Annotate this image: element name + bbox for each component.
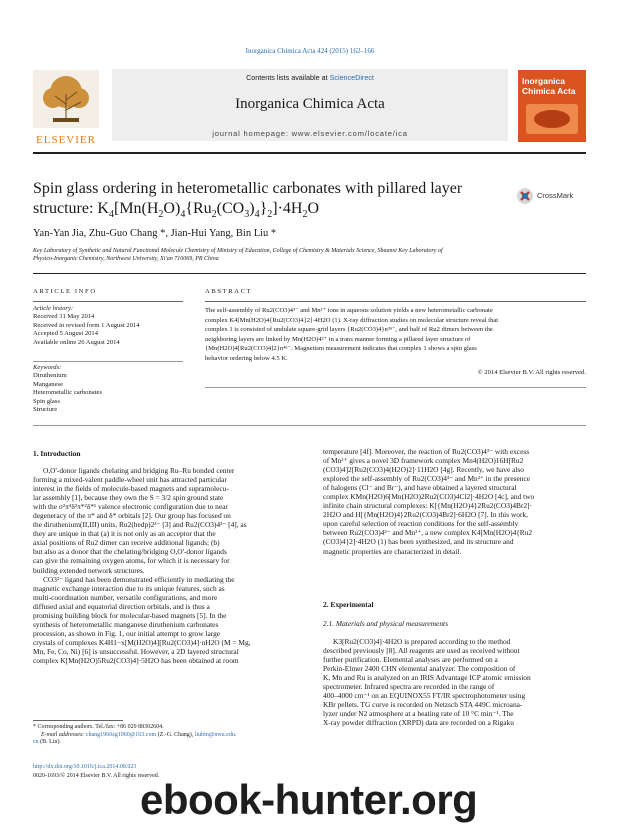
crossmark-icon	[516, 187, 534, 205]
crossmark-label: CrossMark	[537, 191, 574, 200]
body-text-line: synthesis of heterometallic manganese diruthenium carbonates	[33, 619, 219, 629]
email-link-liu-end[interactable]: cn	[33, 739, 39, 746]
body-text-line: spectrometer. Infrared spectra are recorded in the range of	[323, 682, 495, 692]
body-text-line: but also as a donor that the chelating/bridging O,O'-donor ligands	[33, 547, 227, 557]
abstract-line: {Mn(H2O)4[Ru2(CO3)4]2}n⁴ⁿ⁻. Magnetism measurement indicates that complex 1 shows a spin glass	[205, 345, 477, 353]
introduction-text	[33, 466, 297, 665]
body-text-line: Mn, Fe, Co, Ni) [6] is unsuccessful. However, a 2D layered structural	[33, 646, 239, 656]
body-text-line: lar assembly [1], because they own the S = 3/2 spin ground state	[33, 493, 224, 503]
journal-homepage[interactable]: journal homepage: www.elsevier.com/locate/ica	[212, 129, 408, 138]
abstract-line: complex 1 is consisted of undulate square-grid layers {Ru2(CO3)4}n³ⁿ⁻, and half of Ru2 dimers between the	[205, 326, 493, 334]
body-text-line: they are unique in that (a) it is not only as an acceptor that the	[33, 529, 216, 539]
crossmark-badge[interactable]	[516, 186, 582, 208]
history-label: Article history:	[33, 305, 74, 312]
body-text-line: promising building block for molecular-based magnets [5]. In the	[33, 610, 227, 620]
keyword: Spin glass	[33, 397, 60, 405]
intro-continued-text	[323, 447, 587, 556]
body-text-line: explored the self-assembly of Ru2(CO3)4³⁻ and Mn²⁺ in the presence	[323, 474, 531, 484]
body-text-line: CO3²⁻ ligand has been demonstrated efficiently in mediating the	[43, 574, 235, 584]
front-matter-rule	[33, 425, 586, 426]
body-text-line: described previously [8]. All reagents are used as received without	[323, 646, 520, 656]
copyright-notice: © 2014 Elsevier B.V. All rights reserved.	[477, 369, 586, 376]
journal-citation[interactable]: Inorganica Chimica Acta 424 (2015) 162–166	[245, 47, 375, 55]
cover-title-1: Inorganica	[522, 76, 565, 86]
email-link-liu[interactable]: liubin@nwu.edu.	[194, 731, 237, 738]
body-text-line: of Mn²⁺ gives a novel 3D framework complex Mn4(H2O)16H[Ru2	[323, 456, 524, 466]
keyword: Manganese	[33, 380, 64, 388]
body-text-line: (CO3)4]2[Ru2(CO3)4(H2O)2]·11H2O [4g]. Recently, we have also	[323, 465, 525, 475]
abstract-bottom-rule	[205, 387, 586, 388]
body-text-line: infinite chain structural complexes: K[{Mn(H2O)4}2Ru2(CO3)4Br2]·	[323, 501, 533, 511]
body-text-line: interest in the fields of molecule-based magnets and supramolecu-	[33, 484, 229, 494]
body-text-line: lyzer under N2 atmosphere at a heating rate of 10 °C min⁻¹. The	[323, 709, 514, 719]
body-text-line: K, Mn and Ru is analyzed on an IRIS Advantage ICP atomic emission	[323, 673, 531, 683]
abstract-rule	[205, 301, 586, 302]
affiliation-line1: Key Laboratory of Synthetic and Natural Functional Molecule Chemistry of Ministry of Education, College of Chemistry & Materials Science, Shaanxi Key Laboratory of	[33, 248, 443, 254]
keywords-label: Keywords:	[33, 364, 62, 371]
body-text-line: complex K[Mn(H2O)5Ru2(CO3)4]·5H2O has been obtained at room	[33, 655, 239, 665]
email-link-chang[interactable]: chang1960zg1960@163.com	[85, 731, 157, 738]
abstract-text	[205, 306, 586, 364]
body-text-line: Perkin-Elmer 2400 CHN elemental analyzer. The composition of	[323, 664, 516, 674]
email-owner: (B. Liu).	[38, 739, 62, 746]
history-revised: Received in revised form 1 August 2014	[33, 321, 140, 329]
header-rule	[33, 152, 586, 154]
body-text-line: O,O'-donor ligands chelating and bridging Ru–Ru bonded center	[43, 466, 235, 475]
body-text-line: axial positions of Ru2 dimer can receive additional ligands; (b)	[33, 538, 220, 548]
body-text-line: procession, as shown in Fig. 1, our initial attempt to grow large	[33, 628, 221, 638]
keyword: Structure	[33, 406, 58, 414]
article-history	[33, 305, 183, 347]
article-info-rule	[33, 301, 183, 302]
keyword: Diruthenium	[33, 372, 67, 380]
cover-title-2: Chimica Acta	[522, 86, 576, 96]
abstract-line: behavior ordering below 4.5 K.	[205, 354, 288, 362]
body-text-line: of halogens (Cl⁻ and Br⁻), and have obtained a layered structural	[323, 483, 517, 493]
journal-title: Inorganica Chimica Acta	[235, 96, 385, 112]
history-online: Available online 26 August 2014	[33, 338, 120, 346]
body-text-line: can give the remaining oxygen atoms, for which it is necessary for	[33, 556, 230, 566]
article-title-line1: Spin glass ordering in heterometallic carbonates with pillared layer	[33, 180, 463, 197]
email-line	[33, 732, 297, 740]
body-text-line: multi-coordination number, versatile configurations, and more	[33, 592, 218, 602]
body-text-line: diffused axial and equatorial direction orbitals, and is thus a	[33, 601, 210, 611]
history-received: Received 31 May 2014	[33, 313, 95, 321]
abstract-heading: ABSTRACT	[205, 288, 253, 295]
affiliation-rule	[33, 273, 586, 274]
footnotes	[33, 724, 297, 747]
issn-line: 0020-1693/© 2014 Elsevier B.V. All rights reserved.	[33, 773, 160, 779]
keywords-block	[33, 364, 183, 414]
doi-link[interactable]: http://dx.doi.org/10.1016/j.ica.2014.08.023	[33, 764, 137, 770]
affiliation-line2: Physico-Inorganic Chemistry, Northwest University, Xi'an 710069, PR China	[33, 255, 219, 262]
body-text-line: KBr pellets. TG curve is recorded on Netzsch STA 449C microana-	[323, 700, 523, 710]
keyword: Heterometallic carbonates	[33, 389, 103, 397]
body-text-line: K3[Ru2(CO3)4]·4H2O is prepared according to the method	[333, 637, 511, 646]
body-text-line: the diruthenium(II,III) units, Ru2(hedp)2³⁻ [3] and Ru2(CO3)4³⁻ [4], as	[33, 520, 247, 530]
body-text-line: magnetic properties are characterized in detail.	[323, 546, 462, 556]
body-text-line: forming a mixed-valent paddle-wheel unit has attracted particular	[33, 475, 227, 485]
body-text-line: (CO3)4}2]·4H2O (1) has been synthesized, and its structure and	[323, 537, 514, 547]
body-text-line: building extended network structures.	[33, 565, 145, 575]
contents-line: Contents lists available at ScienceDirect	[246, 73, 374, 82]
body-text-line: complex KMn(H2O)6[Mn(H2O)2Ru2(CO3)4Cl2]·4H2O [4c], and two	[323, 492, 535, 502]
sciencedirect-link[interactable]: ScienceDirect	[329, 73, 374, 82]
affiliation	[33, 248, 593, 263]
watermark-text: ebook-hunter.org	[140, 776, 478, 823]
author-list: Yan-Yan Jia, Zhu-Guo Chang *, Jian-Hui Yang, Bin Liu *	[33, 228, 277, 239]
article-title-line2: structure: $K_4[Mn(H_2O)_4\{Ru_2(CO_3)_4\}_2]\cdot 4H_2O$	[33, 200, 320, 221]
body-text-line: further purification. Elemental analyses are performed on a	[323, 655, 498, 665]
experimental-subheading: 2.1. Materials and physical measurements	[323, 619, 448, 628]
abstract-line: The self-assembly of Ru2(CO3)4³⁻ and Mn²⁺ ions in aqueous solution yields a new heterometallic carbonate	[205, 307, 493, 314]
body-text-line: temperature [4f]. Moreover, the reaction of Ru2(CO3)4³⁻ with excess	[323, 447, 530, 456]
email-label: E-mail addresses:	[41, 731, 86, 738]
keywords-rule	[33, 361, 183, 362]
body-text-line: crystals of complexes K4H1−x[M(H2O)4][Ru2(CO3)4]·nH2O (M = Mg,	[33, 637, 251, 647]
body-text-line: 400–4000 cm⁻¹ on an EQUINOX55 FT/IR spectrophotometer using	[323, 691, 526, 701]
article-info-heading: ARTICLE INFO	[33, 288, 97, 295]
body-text-line: magnetic exchange interaction due to its unique features, such as	[33, 583, 225, 593]
body-text-line: degeneracy of the π* and δ* orbitals [2]. Our group has focused on	[33, 511, 231, 521]
abstract-line: complex K4[Mn(H2O)4{Ru2(CO3)4}2]·4H2O (1). X-ray diffraction studies on molecular structure reveal that	[205, 316, 499, 324]
journal-cover	[518, 70, 586, 142]
footnote-rule	[33, 720, 123, 721]
body-text-line: 2H2O and H[{Mn(H2O)4}2Ru2(CO3)4Br2]·6H2O [7]. In this work,	[323, 510, 528, 520]
body-text-line: with the σ²π⁴δ²π*²δ*¹ valence electronic configuration due to near	[33, 502, 228, 512]
introduction-heading: 1. Introduction	[33, 449, 81, 458]
body-text-line: X-ray powder diffraction (XRPD) data are recorded on a Rigaku	[323, 718, 514, 728]
email-owner: (Z.-G. Chang),	[156, 731, 195, 738]
experimental-heading: 2. Experimental	[323, 600, 374, 609]
elsevier-logo	[33, 70, 99, 146]
corresponding-author-note: * Corresponding authors. Tel./fax: +86 029 88302604.	[33, 724, 164, 730]
body-text-line: between Ru2(CO3)4³⁻ and Mn²⁺, a new complex K4[Mn(H2O)4{Ru2	[323, 528, 533, 538]
publisher-name: ELSEVIER	[36, 134, 96, 146]
experimental-text	[323, 637, 587, 727]
history-accepted: Accepted 5 August 2014	[33, 330, 99, 338]
email-line-2	[33, 739, 297, 747]
abstract-line: neighboring layers are linked by Mn(H2O)4²⁺ in a trans manner forming a pillared layer structure of	[205, 335, 471, 343]
body-text-line: upon careful selection of reaction conditions for the self-assembly	[323, 519, 519, 529]
elsevier-tree-icon	[33, 70, 99, 128]
